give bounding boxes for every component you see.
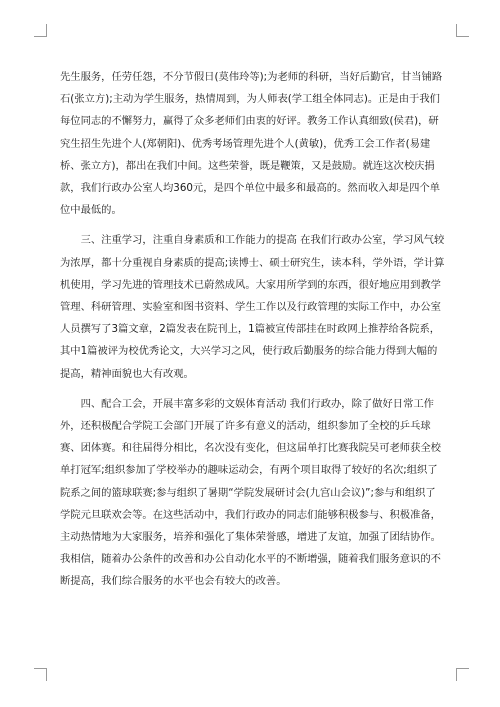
- paragraph-union-activities: 四、配合工会，开展丰富多彩的文娱体育活动 我们行政办，除了做好日常工作外，还积极配合学院工会部门开展了许多有意义的活动，组织参加了全校的乒乓球赛、团体赛。和往届得分相比，名次没有变化，但这届单打比赛我院吴可老师获全校单打冠军;组织参加了学校举办的趣味运动会，有两个项目取得了较好的名次;组织了院系之间的篮球联赛;参与组织了暑期“学院发展研讨会(九宫山会议)”;参与和组织了学院元旦联欢会等。在这些活动中，我们行政办的同志们能够积极参与、积极准备，主动热情地为大家服务，培养和强化了集体荣誉感，增进了友谊，加强了团结协作。我相信，随着办公条件的改善和办公自动化水平的不断增强，随着我们服务意识的不断提高，我们综合服务的水平也会有较大的改善。: [60, 397, 441, 588]
- document-body: [60, 66, 446, 601]
- paragraph-continuation: 先生服务，任劳任怨，不分节假日(莫伟玲等);为老师的科研，当好后勤官，甘当铺路石(张立方);主动为学生服务，热情周到，为人师表(学工组全体同志)。正是由于我们每位同志的不懈努力，赢得了众多老师们由衷的好评。教务工作认真细致(侯君)，研究生招生先进个人(郑朝阳)、优秀考场管理先进个人(黄敏)，优秀工会工作者(易建桥、张立方)，都出在我们中间。这些荣誉，既是鞭策，又是鼓励。就连这次校庆捐款，我们行政办公室人均360元，是四个单位中最多和最高的。然而收入却是四个单位中最低的。: [60, 71, 443, 217]
- paragraph-study: 三、注重学习，注重自身素质和工作能力的提高 在我们行政办公室，学习风气较为浓厚，都十分重视自身素质的提高;读博士、硕士研究生，读本科，学外语，学计算机使用，学习先进的管理技术已蔚然成风。大家用所学到的东西，很好地应用到教学管理、科研管理、实验室和图书资料、学生工作以及行政管理的实际工作中，办公室人员撰写了3篇文章，2篇发表在院刊上，1篇被宣传部挂在时政网上推荐给各院系，其中1篇被评为校优秀论文，大兴学习之风，使行政后勤服务的综合能力得到大幅的提高，精神面貌也大有改观。: [60, 234, 445, 380]
- crop-mark-bottom-right: [456, 668, 469, 681]
- crop-mark-top-left: [34, 24, 47, 37]
- crop-mark-top-right: [456, 24, 469, 37]
- crop-mark-bottom-left: [34, 668, 47, 681]
